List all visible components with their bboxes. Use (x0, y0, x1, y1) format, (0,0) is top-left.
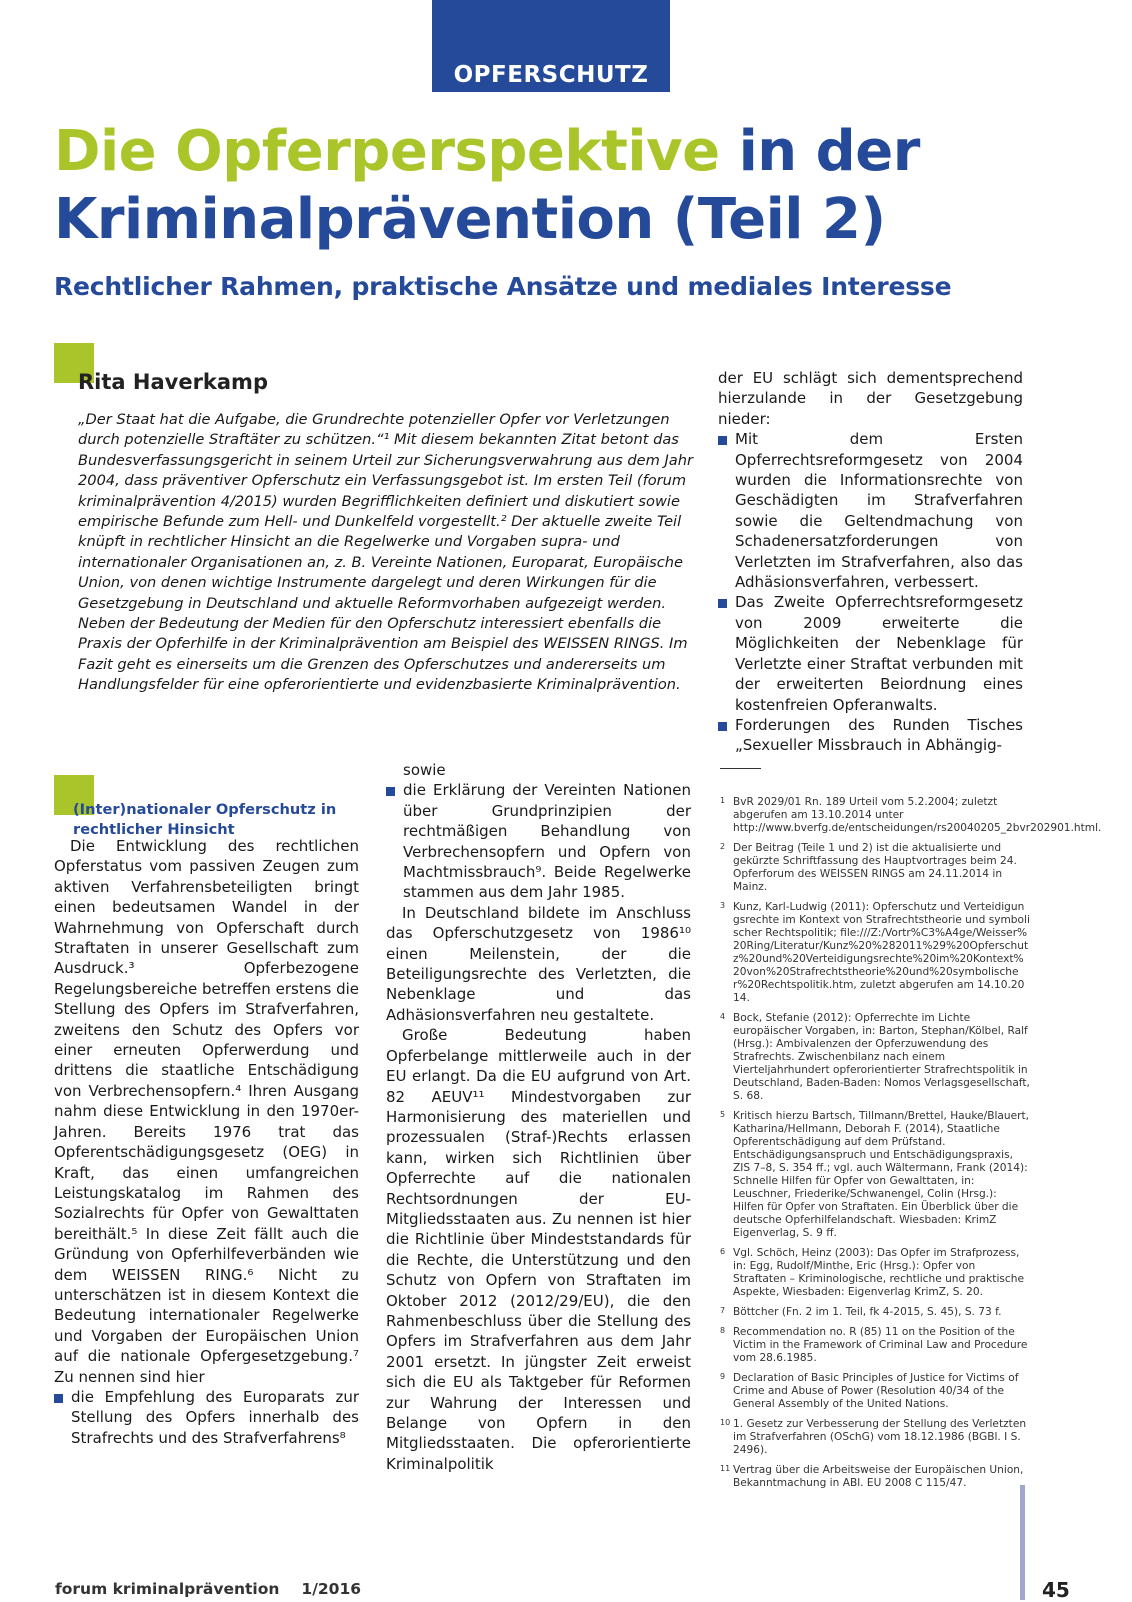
title-part2: in der (719, 119, 920, 184)
right-column (718, 368, 1023, 756)
footnote: 11 Vertrag über die Arbeitsweise der Europäischen Union, Bekanntmachung in ABl. EU 2008 C 115/47. (720, 1464, 1024, 1489)
abstract: „Der Staat hat die Aufgabe, die Grundrechte potenzieller Opfer vor Verletzungen durch potenzielle Straftäter zu schützen.“¹ Mit diesem bekannten Zitat betont das Bundesverfassungsgericht in seinem Urteil zur Sicherungsverwahrung aus dem Jahr 2004, dass präventiver Opferschutz ein Verfassungsgebot ist. Im ersten Teil (forum kriminalprävention 4/2015) wurden Begrifflichkeiten definiert und diskutiert sowie empirische Befunde zum Hell- und Dunkelfeld vorgestellt.² Der aktuelle zweite Teil knüpft in rechtlicher Hinsicht an die Regelwerke und Vorgaben supra- und internationaler Organisationen an, z. B. Vereinte Nationen, Europarat, Europäische Union, von denen wichtige Instrumente dargelegt und deren Wirkungen für die Gesetzgebung in Deutschland und aktuelle Reformvorhaben aufgezeigt werden. Neben der Bedeutung der Medien für den Opferschutz interessiert ebenfalls die Praxis der Opferhilfe in der Kriminalprävention am Beispiel des WEISSEN RINGS. Im Fazit geht es einerseits um die Grenzen des Opferschutzes und andererseits um Handlungsfelder für eine opferorientierte und evidenzbasierte Kriminalprävention. (78, 411, 694, 694)
footnote: 5 Kritisch hierzu Bartsch, Tillmann/Brettel, Hauke/Blauert, Katharina/Hellmann, Deborah F. (2014), Staatliche Opferentschädigung auf dem Prüfstand. Entschädigungsanspruch und Entschädigungspraxis, ZIS 7–8, S. 354 ff.; vgl. auch Wältermann, Frank (2014): Schnelle Hilfen für Opfer von Gewalttaten, in: Leuschner, Friederike/Schwanengel, Colin (Hrsg.): Hilfen für Opfer von Straftaten. Ein Überblick über die deutsche Opferhilfelandschaft. Wiesbaden: KrimZ Eigenverlag, S. 9 ff. (720, 1110, 1030, 1239)
footnotes (720, 796, 1102, 1497)
article-title (54, 118, 920, 254)
page-footer (55, 1580, 361, 1598)
footnote: 9 Declaration of Basic Principles of Justice for Victims of Crime and Abuse of Power (Resolution 40/34 of the General Assembly of the United Nations. (720, 1372, 1019, 1410)
column-1 (54, 836, 359, 1448)
author-name: Rita Haverkamp (78, 370, 268, 394)
list-item: die Empfehlung des Europarats zur Stellung des Opfers innerhalb des Strafrechts und des Strafverfahrens⁸ (54, 1387, 359, 1448)
list-item: Das Zweite Opferrechtsreformgesetz von 2009 erweiterte die Möglichkeiten der Nebenklage für Verletzte einer Straftat verbunden mit der erweiterten Beiordnung eines kostenfreien Opferanwalts. (718, 592, 1023, 714)
section-label: OPFERSCHUTZ (453, 62, 649, 88)
reform-list (718, 429, 1023, 756)
footnote: 2 Der Beitrag (Teile 1 und 2) ist die aktualisierte und gekürzte Schriftfassung des Hauptvortrages beim 24. Opferforum des WEISSEN RINGS am 24.11.2014 in Mainz. (720, 842, 1017, 893)
footnote: 8 Recommendation no. R (85) 11 on the Position of the Victim in the Framework of Criminal Law and Procedure vom 28.6.1985. (720, 1326, 1028, 1364)
title-part1: Die Opferperspektive (54, 119, 720, 184)
list-item: Mit dem Ersten Opferrechtsreformgesetz von 2004 wurden die Informationsrechte von Geschädigten im Strafverfahren sowie die Geltendmachung von Schadenersatzforderungen von Verletzten im Strafverfahren, also das Adhäsionsverfahren, verbessert. (718, 429, 1023, 592)
footnote: 4 Bock, Stefanie (2012): Opferrechte im Lichte europäischer Vorgaben, in: Barton, Stephan/Kölbel, Ralf (Hrsg.): Ambivalenzen der Opferzuwendung des Strafrechts. Zwischenbilanz nach einem Vierteljahrhundert opferorientierter Strafrechtspolitik in Deutschland, Baden-Baden: Nomos Verlagsgesellschaft, S. 68. (720, 1012, 1030, 1102)
column-2-lead: sowie (403, 761, 446, 779)
issue-number: 1/2016 (301, 1580, 362, 1598)
page-number: 45 (1042, 1578, 1070, 1602)
list-item: Forderungen des Runden Tisches „Sexueller Missbrauch in Abhängig- (718, 715, 1023, 756)
footnote: 1 BvR 2029/01 Rn. 189 Urteil vom 5.2.2004; zuletzt abgerufen am 13.10.2014 unter http://www.bverfg.de/entscheidungen/rs20040205_2bvr202901.html. (720, 796, 1102, 834)
list-item: die Erklärung der Vereinten Nationen über Grundprinzipien der rechtmäßigen Behandlung von Verbrechensopfern und Opfern von Machtmissbrauch⁹. Beide Regelwerke stammen aus dem Jahr 1985. (386, 780, 691, 902)
col2-list (386, 780, 691, 902)
title-line2: Kriminalprävention (Teil 2) (54, 187, 886, 252)
article-subtitle: Rechtlicher Rahmen, praktische Ansätze und mediales Interesse (54, 272, 952, 301)
journal-name: forum kriminalprävention (55, 1580, 280, 1598)
footer-accent-bar (1020, 1485, 1025, 1600)
body-paragraph: Große Bedeutung haben Opferbelange mittlerweile auch in der EU erlangt. Da die EU aufgrund von Art. 82 AEUV¹¹ Mindestvorgaben zur Harmonisierung des materiellen und prozessualen (Straf-)Rechts erlassen kann, wirken sich Richtlinien über Opferrechte auf die nationalen Rechtsordnungen der EU-Mitgliedsstaaten aus. Zu nennen ist hier die Richtlinie über Mindeststandards für die Rechte, die Unterstützung und den Schutz von Opfern von Straftaten im Oktober 2012 (2012/29/EU), die den Rahmenbeschluss über die Stellung des Opfers im Strafverfahren aus dem Jahr 2001 ersetzt. In jüngster Zeit erweist sich die EU als Taktgeber für Reformen zur Wahrung der Interessen und Belange von Opfern in den Mitgliedsstaaten. Die opferorientierte Kriminalpolitik (386, 1026, 691, 1473)
footnote: 10 1. Gesetz zur Verbesserung der Stellung des Verletzten im Strafverfahren (OSchG) vom 18.12.1986 (BGBl. I S. 2496). (720, 1418, 1027, 1456)
column-2 (386, 760, 691, 1474)
footnote: 3 Kunz, Karl-Ludwig (2011): Opferschutz und Verteidigungsrechte im Kontext von Strafrechtstheorie und symbolischer Rechtspolitik; file:///Z:/Vortr%C3%A4ge/Weisser%20Ring/Literatur/Kunz%20%282011%29%20Opferschutz%20und%20Verteidigungsrechte%20im%20Kontext%20von%20Strafrechtstheorie%20und%20symbolischer%20Rechtspolitik.htm, zuletzt abgerufen am 14.10.2014. (720, 901, 1030, 1004)
section-heading: (Inter)nationaler Opferschutz in rechtlicher Hinsicht (73, 801, 337, 838)
section-banner (432, 0, 670, 92)
body-paragraph: In Deutschland bildete im Anschluss das Opferschutzgesetz von 1986¹⁰ einen Meilenstein, der die Beteiligungsrechte des Verletzten, die Nebenklage und das Adhäsionsverfahren neu gestaltete. (386, 903, 691, 1024)
right-column-intro: der EU schlägt sich dementsprechend hierzulande in der Gesetzgebung nieder: (718, 369, 1023, 428)
footnote-rule (720, 768, 761, 769)
body-paragraph: Die Entwicklung des rechtlichen Opferstatus vom passiven Zeugen zum aktiven Verfahrensbeteiligten bringt einen bedeutsamen Wandel in der Wahrnehmung von Opferschaft durch Straftaten in unserer Gesellschaft zum Ausdruck.³ Opferbezogene Regelungsbereiche betreffen erstens die Stellung des Opfers im Strafverfahren, zweitens den Schutz des Opfers vor einer erneuten Opferwerdung und drittens die staatliche Entschädigung von Verbrechensopfern.⁴ Ihren Ausgang nahm diese Entwicklung in den 1970er-Jahren. Bereits 1976 trat das Opferentschädigungsgesetz (OEG) in Kraft, das einen umfangreichen Leistungskatalog im Rahmen des Sozialrechts für Opfer von Gewalttaten bereithält.⁵ In diese Zeit fällt auch die Gründung von Opferhilfeverbänden wie dem WEISSEN RING.⁶ Nicht zu unterschätzen ist in diesem Kontext die Bedeutung internationaler Regelwerke und Vorgaben der Europäischen Union auf die nationale Opfergesetzgebung.⁷ Zu nennen sind hier (54, 837, 359, 1386)
col1-list (54, 1387, 359, 1448)
footnote: 7 Böttcher (Fn. 2 im 1. Teil, fk 4-2015, S. 45), S. 73 f. (720, 1306, 1002, 1318)
footnote: 6 Vgl. Schöch, Heinz (2003): Das Opfer im Strafprozess, in: Egg, Rudolf/Minthe, Eric (Hrsg.): Opfer von Straftaten – Kriminologische, rechtliche und praktische Aspekte, Wiesbaden: Eigenverlag KrimZ, S. 20. (720, 1247, 1024, 1298)
